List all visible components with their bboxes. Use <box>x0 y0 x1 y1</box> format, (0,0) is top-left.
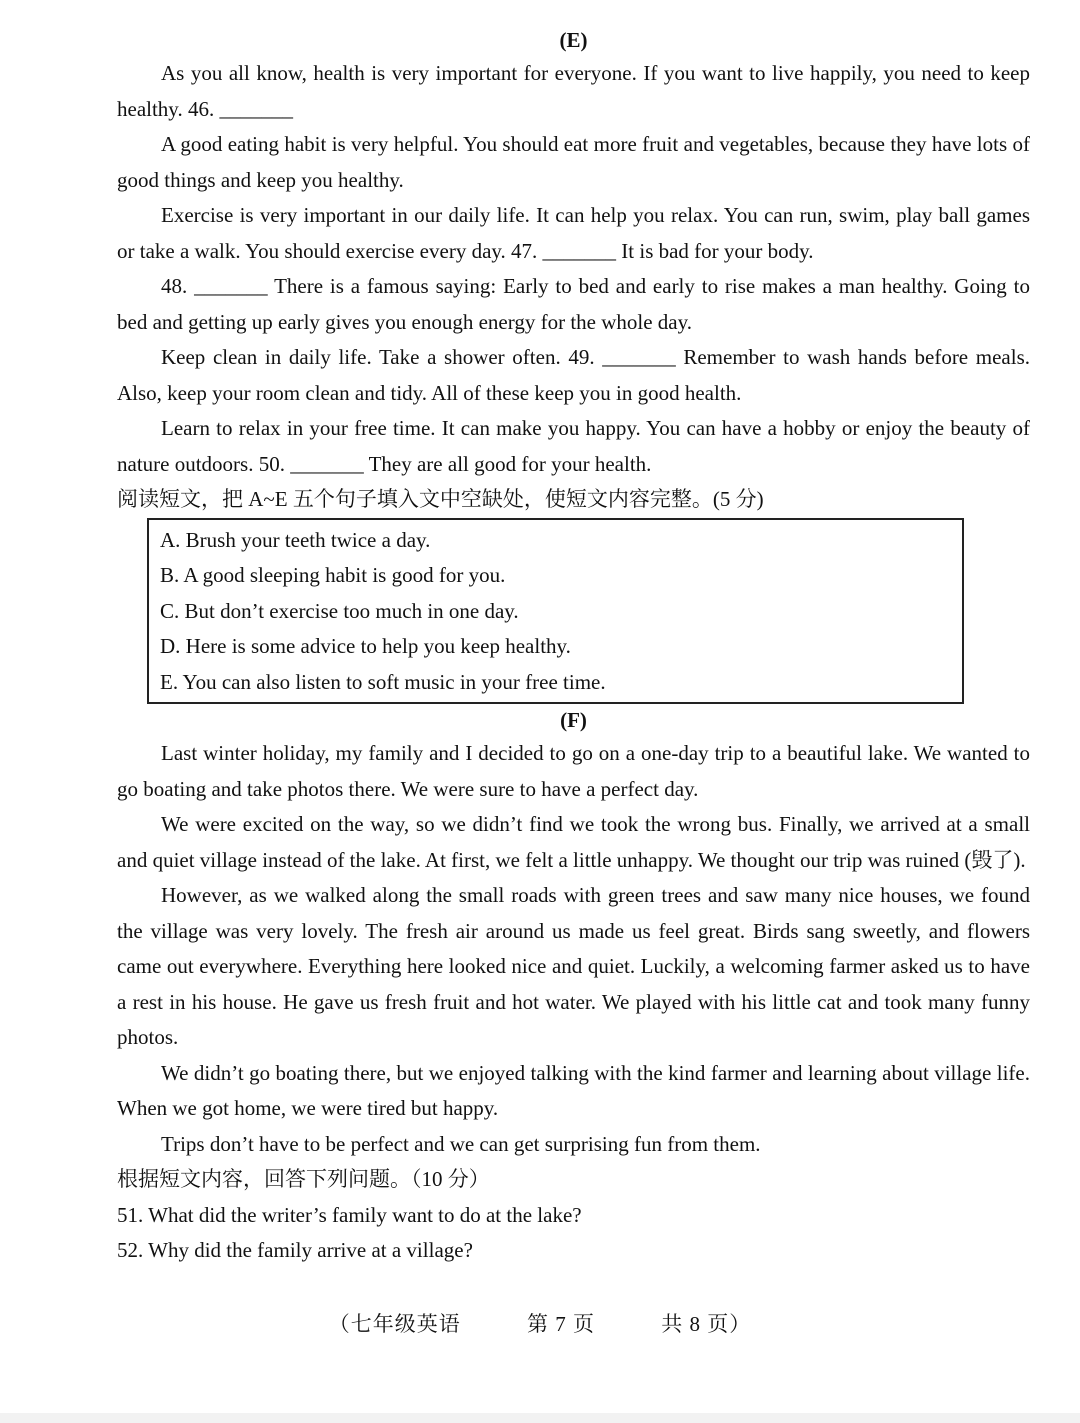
option-b: B. A good sleeping habit is good for you. <box>160 563 506 587</box>
bottom-edge <box>0 1413 1080 1423</box>
options-box <box>147 518 964 705</box>
section-heading: (F) <box>560 708 587 732</box>
footer-page-number: 第 7 页 <box>527 1312 595 1336</box>
paragraph: Trips don’t have to be perfect and we can get surprising fun from them. <box>161 1131 761 1156</box>
section-e <box>117 24 1030 704</box>
paragraph: However, as we walked along the small roads with green trees and saw many nice houses, we found the village was very lovely. The fresh air around us made us feel great. Birds sang sweetly, and flowers came out everywhere. Everything here looked nice and quiet. Luckily, a welcoming farmer asked us to have a rest in his house. He gave us fresh fruit and hot water. We played with his little cat and took many funny photos. <box>117 883 1030 1049</box>
paragraph: A good eating habit is very helpful. You should eat more fruit and vegetables, because they have lots of good things and keep you healthy. <box>117 132 1030 192</box>
footer-subject: （七年级英语 <box>328 1312 461 1336</box>
question-52: 52. Why did the family arrive at a village? <box>117 1238 473 1262</box>
option-a: A. Brush your teeth twice a day. <box>160 527 431 552</box>
section-f <box>117 704 1030 1269</box>
section-heading: (E) <box>559 28 588 52</box>
page-footer <box>0 1308 1080 1338</box>
page-content <box>117 24 1030 1269</box>
question-51: 51. What did the writer’s family want to do at the lake? <box>117 1202 582 1227</box>
paragraph: As you all know, health is very important for everyone. If you want to live happily, you need to keep healthy. 46. _______ <box>117 61 1030 121</box>
option-c: C. But don’t exercise too much in one day. <box>160 598 519 623</box>
instruction: 阅读短文，把 A~E 五个句子填入文中空缺处，使短文内容完整。(5 分) <box>117 487 764 511</box>
paragraph: Keep clean in daily life. Take a shower often. 49. _______ Remember to wash hands before meals. Also, keep your room clean and tidy. All of these keep you in good health. <box>117 345 1030 405</box>
option-d: D. Here is some advice to help you keep healthy. <box>160 634 571 658</box>
paragraph: Learn to relax in your free time. It can make you happy. You can have a hobby or enjoy the beauty of nature outdoors. 50. _______ They are all good for your health. <box>117 416 1030 476</box>
paragraph: We were excited on the way, so we didn’t find we took the wrong bus. Finally, we arrived at a small and quiet village instead of the lake. At first, we felt a little unhappy. We thought our trip was ruined (毁了). <box>117 812 1030 872</box>
paragraph: We didn’t go boating there, but we enjoyed talking with the kind farmer and learning about village life. When we got home, we were tired but happy. <box>117 1060 1030 1120</box>
paragraph: Exercise is very important in our daily life. It can help you relax. You can run, swim, play ball games or take a walk. You should exercise every day. 47. _______ It is bad for your body. <box>117 203 1030 263</box>
footer-total-pages: 共 8 页） <box>661 1312 752 1336</box>
paragraph: 48. _______ There is a famous saying: Early to bed and early to rise makes a man healthy. Going to bed and getting up early gives you enough energy for the whole day. <box>117 274 1030 334</box>
paragraph: Last winter holiday, my family and I decided to go on a one-day trip to a beautiful lake. We wanted to go boating and take photos there. We were sure to have a perfect day. <box>117 741 1030 801</box>
option-e: E. You can also listen to soft music in your free time. <box>160 669 606 694</box>
instruction: 根据短文内容，回答下列问题。（10 分） <box>117 1167 490 1191</box>
